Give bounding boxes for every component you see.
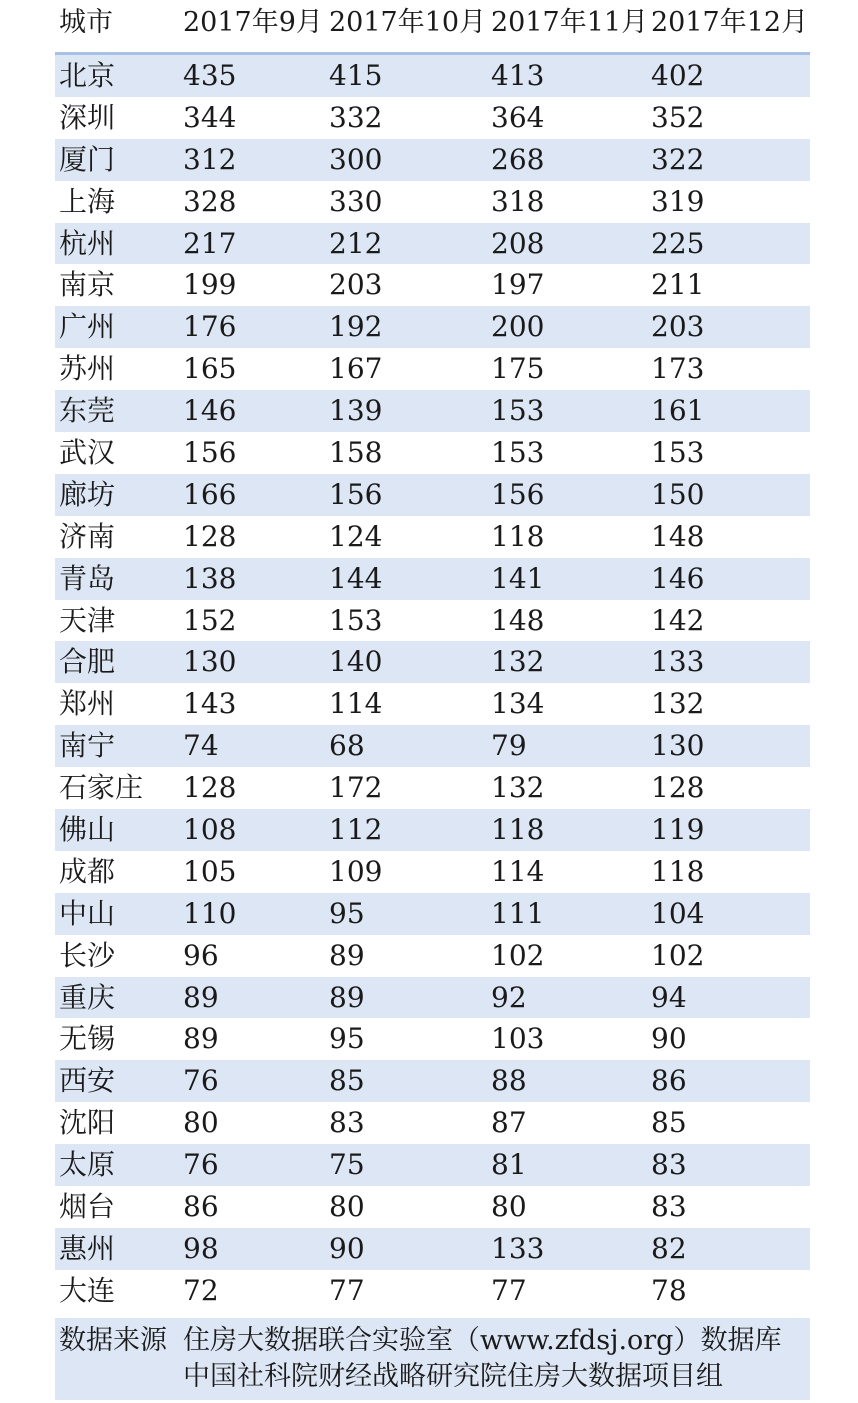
value-cell: 146 — [651, 561, 705, 595]
city-cell: 南京 — [59, 268, 116, 302]
table-row — [55, 97, 810, 139]
value-cell: 89 — [183, 980, 219, 1014]
value-cell: 175 — [491, 352, 545, 386]
table-row — [55, 1144, 810, 1186]
value-cell: 68 — [329, 729, 365, 763]
table-row — [55, 977, 810, 1019]
table-row — [55, 1270, 810, 1312]
value-cell: 88 — [491, 1064, 527, 1098]
table-row — [55, 683, 810, 725]
value-cell: 199 — [183, 268, 237, 302]
value-cell: 140 — [329, 645, 383, 679]
table-row — [55, 558, 810, 600]
value-cell: 130 — [651, 729, 705, 763]
value-cell: 268 — [491, 142, 545, 176]
value-cell: 153 — [491, 436, 545, 470]
value-cell: 139 — [329, 394, 383, 428]
value-cell: 138 — [183, 561, 237, 595]
value-cell: 79 — [491, 729, 527, 763]
value-cell: 102 — [491, 938, 545, 972]
table-row — [55, 1228, 810, 1270]
value-cell: 82 — [651, 1231, 687, 1265]
value-cell: 83 — [651, 1148, 687, 1182]
value-cell: 352 — [651, 100, 705, 134]
city-cell: 北京 — [59, 59, 116, 92]
table-row — [55, 641, 810, 683]
value-cell: 133 — [491, 1231, 545, 1265]
city-cell: 中山 — [59, 896, 116, 930]
value-cell: 74 — [183, 729, 219, 763]
value-cell: 134 — [491, 687, 545, 721]
value-cell: 192 — [329, 310, 383, 344]
value-cell: 203 — [651, 310, 705, 344]
value-cell: 103 — [491, 1022, 545, 1056]
value-cell: 85 — [651, 1106, 687, 1140]
city-cell: 沈阳 — [59, 1106, 116, 1140]
value-cell: 110 — [183, 896, 237, 930]
city-cell: 广州 — [59, 310, 116, 344]
table-row — [55, 851, 810, 893]
value-cell: 144 — [329, 561, 383, 595]
value-cell: 108 — [183, 813, 237, 847]
value-cell: 98 — [183, 1231, 219, 1265]
city-cell: 济南 — [59, 519, 116, 553]
table-row — [55, 1186, 810, 1228]
table-row — [55, 516, 810, 558]
city-cell: 合肥 — [59, 645, 116, 679]
source-line-1: 住房大数据联合实验室（www.zfdsj.org）数据库 — [183, 1325, 782, 1356]
table-row — [55, 474, 810, 516]
city-cell: 惠州 — [59, 1231, 116, 1265]
value-cell: 176 — [183, 310, 237, 344]
value-cell: 173 — [651, 352, 705, 386]
value-cell: 118 — [491, 813, 545, 847]
city-cell: 成都 — [59, 854, 116, 888]
table-header-row — [55, 0, 810, 52]
value-cell: 141 — [491, 561, 545, 595]
value-cell: 102 — [651, 938, 705, 972]
value-cell: 72 — [183, 1273, 219, 1307]
value-cell: 92 — [491, 980, 527, 1014]
table-row — [55, 809, 810, 851]
city-cell: 南宁 — [59, 729, 116, 763]
table-row — [55, 264, 810, 306]
value-cell: 111 — [491, 896, 545, 930]
value-cell: 413 — [491, 59, 545, 92]
city-cell: 佛山 — [59, 813, 116, 847]
value-cell: 318 — [491, 184, 545, 218]
value-cell: 153 — [491, 394, 545, 428]
table-row — [55, 432, 810, 474]
value-cell: 225 — [651, 226, 705, 260]
city-cell: 西安 — [59, 1064, 116, 1098]
value-cell: 165 — [183, 352, 237, 386]
value-cell: 402 — [651, 59, 705, 92]
city-cell: 郑州 — [59, 687, 116, 721]
value-cell: 89 — [183, 1022, 219, 1056]
table-row — [55, 348, 810, 390]
value-cell: 95 — [329, 896, 365, 930]
value-cell: 153 — [329, 603, 383, 637]
city-cell: 无锡 — [59, 1022, 116, 1056]
value-cell: 344 — [183, 100, 237, 134]
value-cell: 161 — [651, 394, 705, 428]
value-cell: 200 — [491, 310, 545, 344]
value-cell: 109 — [329, 854, 383, 888]
value-cell: 86 — [183, 1190, 219, 1224]
value-cell: 83 — [329, 1106, 365, 1140]
table-row — [55, 600, 810, 642]
value-cell: 312 — [183, 142, 237, 176]
value-cell: 132 — [651, 687, 705, 721]
value-cell: 158 — [329, 436, 383, 470]
value-cell: 128 — [651, 771, 705, 805]
value-cell: 124 — [329, 519, 383, 553]
city-cell: 大连 — [59, 1273, 116, 1307]
value-cell: 96 — [183, 938, 219, 972]
value-cell: 156 — [491, 477, 545, 511]
city-cell: 上海 — [59, 184, 116, 218]
value-cell: 146 — [183, 394, 237, 428]
table-row — [55, 139, 810, 181]
table-row — [55, 725, 810, 767]
value-cell: 90 — [651, 1022, 687, 1056]
value-cell: 104 — [651, 896, 705, 930]
city-cell: 青岛 — [59, 561, 116, 595]
value-cell: 105 — [183, 854, 237, 888]
value-cell: 148 — [491, 603, 545, 637]
value-cell: 435 — [183, 59, 237, 92]
value-cell: 77 — [329, 1273, 365, 1307]
value-cell: 128 — [183, 519, 237, 553]
value-cell: 76 — [183, 1064, 219, 1098]
value-cell: 112 — [329, 813, 383, 847]
value-cell: 114 — [491, 854, 545, 888]
city-cell: 石家庄 — [59, 771, 144, 805]
header-2017-10: 2017年10月 — [329, 7, 487, 38]
value-cell: 143 — [183, 687, 237, 721]
city-cell: 杭州 — [59, 226, 116, 260]
value-cell: 118 — [651, 854, 705, 888]
header-city: 城市 — [59, 7, 113, 38]
value-cell: 128 — [183, 771, 237, 805]
city-cell: 长沙 — [59, 938, 116, 972]
value-cell: 77 — [491, 1273, 527, 1307]
value-cell: 114 — [329, 687, 383, 721]
value-cell: 75 — [329, 1148, 365, 1182]
value-cell: 153 — [651, 436, 705, 470]
table-row — [55, 55, 810, 97]
value-cell: 156 — [329, 477, 383, 511]
value-cell: 81 — [491, 1148, 527, 1182]
table-row — [55, 767, 810, 809]
value-cell: 78 — [651, 1273, 687, 1307]
header-2017-09: 2017年9月 — [183, 7, 323, 38]
value-cell: 364 — [491, 100, 545, 134]
table-row — [55, 390, 810, 432]
value-cell: 211 — [651, 268, 705, 302]
header-2017-12: 2017年12月 — [651, 7, 809, 38]
source-line-2: 中国社科院财经战略研究院住房大数据项目组 — [183, 1361, 723, 1392]
value-cell: 142 — [651, 603, 705, 637]
city-cell: 太原 — [59, 1148, 116, 1182]
value-cell: 322 — [651, 142, 705, 176]
value-cell: 118 — [491, 519, 545, 553]
table-row — [55, 1018, 810, 1060]
value-cell: 80 — [491, 1190, 527, 1224]
value-cell: 197 — [491, 268, 545, 302]
city-cell: 厦门 — [59, 142, 116, 176]
value-cell: 172 — [329, 771, 383, 805]
table-row — [55, 935, 810, 977]
value-cell: 152 — [183, 603, 237, 637]
value-cell: 80 — [329, 1190, 365, 1224]
table-row — [55, 223, 810, 265]
value-cell: 300 — [329, 142, 383, 176]
header-2017-11: 2017年11月 — [491, 7, 649, 38]
city-cell: 烟台 — [59, 1190, 116, 1224]
value-cell: 212 — [329, 226, 383, 260]
value-cell: 132 — [491, 771, 545, 805]
city-cell: 东莞 — [59, 394, 116, 428]
value-cell: 217 — [183, 226, 237, 260]
value-cell: 167 — [329, 352, 383, 386]
value-cell: 89 — [329, 938, 365, 972]
table-row — [55, 893, 810, 935]
value-cell: 415 — [329, 59, 383, 92]
value-cell: 90 — [329, 1231, 365, 1265]
value-cell: 203 — [329, 268, 383, 302]
city-data-table — [55, 0, 810, 1312]
value-cell: 330 — [329, 184, 383, 218]
value-cell: 208 — [491, 226, 545, 260]
value-cell: 87 — [491, 1106, 527, 1140]
table-row — [55, 1102, 810, 1144]
value-cell: 319 — [651, 184, 705, 218]
value-cell: 95 — [329, 1022, 365, 1056]
value-cell: 83 — [651, 1190, 687, 1224]
value-cell: 133 — [651, 645, 705, 679]
value-cell: 150 — [651, 477, 705, 511]
value-cell: 328 — [183, 184, 237, 218]
city-cell: 武汉 — [59, 436, 116, 470]
value-cell: 130 — [183, 645, 237, 679]
table-row — [55, 181, 810, 223]
source-label: 数据来源 — [59, 1325, 167, 1356]
source-footer — [55, 1318, 810, 1400]
table-body — [55, 55, 810, 1312]
value-cell: 332 — [329, 100, 383, 134]
city-cell: 深圳 — [59, 100, 116, 134]
value-cell: 80 — [183, 1106, 219, 1140]
city-cell: 廊坊 — [59, 477, 116, 511]
value-cell: 85 — [329, 1064, 365, 1098]
city-cell: 重庆 — [59, 980, 116, 1014]
value-cell: 166 — [183, 477, 237, 511]
city-cell: 苏州 — [59, 352, 116, 386]
table-row — [55, 306, 810, 348]
value-cell: 86 — [651, 1064, 687, 1098]
value-cell: 89 — [329, 980, 365, 1014]
value-cell: 148 — [651, 519, 705, 553]
value-cell: 94 — [651, 980, 687, 1014]
value-cell: 132 — [491, 645, 545, 679]
value-cell: 76 — [183, 1148, 219, 1182]
value-cell: 119 — [651, 813, 705, 847]
value-cell: 156 — [183, 436, 237, 470]
table-row — [55, 1060, 810, 1102]
city-cell: 天津 — [59, 603, 116, 637]
